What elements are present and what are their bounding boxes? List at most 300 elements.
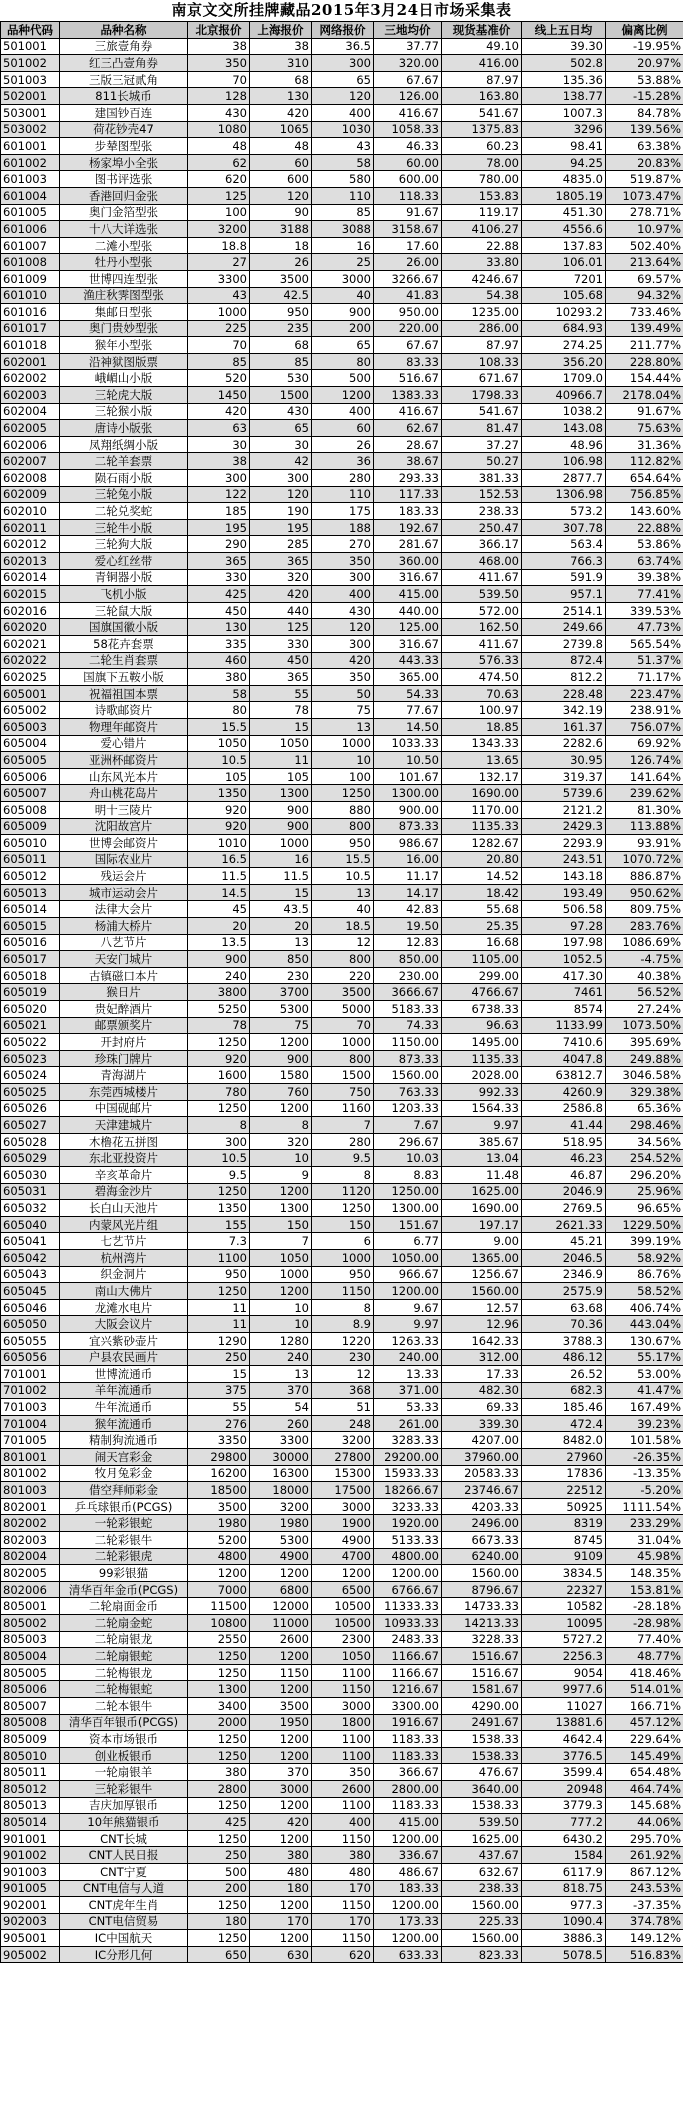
table-row <box>1 1017 683 1034</box>
table-row <box>1 55 683 72</box>
cell-avg: 53.33 <box>374 1399 442 1416</box>
cell-avg: 1300.00 <box>374 785 442 802</box>
cell-shanghai: 11000 <box>250 1615 312 1632</box>
cell-avg: 1200.00 <box>374 1897 442 1914</box>
cell-name: 杨家埠小全张 <box>60 154 188 171</box>
header-online: 网络报价 <box>312 22 374 39</box>
cell-online: 400 <box>312 403 374 420</box>
cell-shanghai: 1200 <box>250 1897 312 1914</box>
cell-code: 605031 <box>1 1183 60 1200</box>
cell-beijing: 1250 <box>188 1897 250 1914</box>
cell-online: 1100 <box>312 1797 374 1814</box>
cell-name: 借空拜师彩金 <box>60 1482 188 1499</box>
cell-shanghai: 105 <box>250 768 312 785</box>
cell-avg: 316.67 <box>374 635 442 652</box>
cell-avg: 41.83 <box>374 287 442 304</box>
cell-avg: 440.00 <box>374 602 442 619</box>
cell-name: 杨浦大桥片 <box>60 918 188 935</box>
cell-shanghai: 1200 <box>250 1681 312 1698</box>
cell-shanghai: 1280 <box>250 1332 312 1349</box>
cell-avg: 316.67 <box>374 569 442 586</box>
cell-five-day: 4642.4 <box>522 1731 606 1748</box>
cell-shanghai: 85 <box>250 353 312 370</box>
cell-avg: 74.33 <box>374 1017 442 1034</box>
cell-beijing: 250 <box>188 1847 250 1864</box>
cell-name: 二轮扇银龙 <box>60 1631 188 1648</box>
cell-five-day: 137.83 <box>522 237 606 254</box>
cell-name: 世博流通币 <box>60 1366 188 1383</box>
table-row <box>1 270 683 287</box>
cell-code: 602013 <box>1 553 60 570</box>
cell-base: 1170.00 <box>442 801 522 818</box>
cell-deviation: 516.83% <box>606 1946 683 1963</box>
table-row <box>1 387 683 404</box>
table-row <box>1 486 683 503</box>
cell-base: 153.83 <box>442 187 522 204</box>
cell-deviation: 84.78% <box>606 104 683 121</box>
cell-avg: 192.67 <box>374 519 442 536</box>
cell-online: 1160 <box>312 1100 374 1117</box>
cell-code: 805002 <box>1 1615 60 1632</box>
cell-five-day: 41.44 <box>522 1117 606 1134</box>
cell-name: 内蒙风光片组 <box>60 1216 188 1233</box>
cell-avg: 117.33 <box>374 486 442 503</box>
cell-online: 50 <box>312 685 374 702</box>
cell-online: 1100 <box>312 1747 374 1764</box>
cell-code: 605024 <box>1 1067 60 1084</box>
cell-shanghai: 1500 <box>250 387 312 404</box>
cell-shanghai: 950 <box>250 304 312 321</box>
cell-avg: 12.83 <box>374 934 442 951</box>
cell-beijing: 1250 <box>188 1930 250 1947</box>
cell-shanghai: 850 <box>250 951 312 968</box>
cell-name: 一轮彩银蛇 <box>60 1515 188 1532</box>
cell-avg: 1916.67 <box>374 1714 442 1731</box>
table-row <box>1 1216 683 1233</box>
cell-beijing: 45 <box>188 901 250 918</box>
cell-base: 416.00 <box>442 55 522 72</box>
cell-five-day: 1007.3 <box>522 104 606 121</box>
cell-code: 805005 <box>1 1664 60 1681</box>
cell-base: 1495.00 <box>442 1034 522 1051</box>
cell-deviation: 58.92% <box>606 1249 683 1266</box>
cell-beijing: 780 <box>188 1084 250 1101</box>
table-row <box>1 785 683 802</box>
cell-code: 605029 <box>1 1150 60 1167</box>
cell-online: 1150 <box>312 1283 374 1300</box>
cell-online: 12 <box>312 1366 374 1383</box>
cell-name: 二轮梅银龙 <box>60 1664 188 1681</box>
cell-five-day: 307.78 <box>522 519 606 536</box>
cell-deviation: 153.81% <box>606 1581 683 1598</box>
cell-name: 吉庆加厚银币 <box>60 1797 188 1814</box>
cell-name: 步辇图型张 <box>60 138 188 155</box>
cell-code: 602025 <box>1 669 60 686</box>
cell-shanghai: 130 <box>250 88 312 105</box>
cell-name: 清华百年银币(PCGS) <box>60 1714 188 1731</box>
cell-deviation: 148.35% <box>606 1565 683 1582</box>
cell-name: 渔庄秋霁图型张 <box>60 287 188 304</box>
cell-beijing: 365 <box>188 553 250 570</box>
cell-shanghai: 3188 <box>250 221 312 238</box>
cell-online: 10 <box>312 752 374 769</box>
cell-avg: 46.33 <box>374 138 442 155</box>
cell-name: 世博四连型张 <box>60 270 188 287</box>
cell-base: 2491.67 <box>442 1714 522 1731</box>
cell-code: 605003 <box>1 718 60 735</box>
cell-shanghai: 1200 <box>250 1283 312 1300</box>
cell-base: 541.67 <box>442 403 522 420</box>
cell-name: 峨嵋山小版 <box>60 370 188 387</box>
header-avg: 三地均价 <box>374 22 442 39</box>
cell-shanghai: 78 <box>250 702 312 719</box>
cell-beijing: 350 <box>188 55 250 72</box>
cell-shanghai: 760 <box>250 1084 312 1101</box>
cell-shanghai: 310 <box>250 55 312 72</box>
table-row <box>1 1465 683 1482</box>
cell-five-day: 94.25 <box>522 154 606 171</box>
cell-code: 605011 <box>1 851 60 868</box>
cell-online: 51 <box>312 1399 374 1416</box>
cell-shanghai: 180 <box>250 1880 312 1897</box>
cell-deviation: 71.17% <box>606 669 683 686</box>
cell-name: 天津建城片 <box>60 1117 188 1134</box>
cell-online: 1900 <box>312 1515 374 1532</box>
table-row <box>1 1631 683 1648</box>
table-header <box>1 22 683 39</box>
cell-online: 2600 <box>312 1780 374 1797</box>
cell-name: 木橹花五拼图 <box>60 1133 188 1150</box>
cell-deviation: 143.60% <box>606 503 683 520</box>
cell-beijing: 155 <box>188 1216 250 1233</box>
cell-code: 503001 <box>1 104 60 121</box>
cell-base: 1560.00 <box>442 1283 522 1300</box>
cell-deviation: 167.49% <box>606 1399 683 1416</box>
cell-five-day: 563.4 <box>522 536 606 553</box>
cell-base: 482.30 <box>442 1382 522 1399</box>
cell-online: 800 <box>312 951 374 968</box>
cell-name: 沿神狱图版票 <box>60 353 188 370</box>
cell-beijing: 920 <box>188 818 250 835</box>
table-row <box>1 1714 683 1731</box>
cell-beijing: 500 <box>188 1863 250 1880</box>
cell-avg: 443.33 <box>374 652 442 669</box>
cell-beijing: 1350 <box>188 1200 250 1217</box>
cell-avg: 281.67 <box>374 536 442 553</box>
cell-code: 601017 <box>1 320 60 337</box>
cell-five-day: 6117.9 <box>522 1863 606 1880</box>
cell-online: 7 <box>312 1117 374 1134</box>
cell-online: 230 <box>312 1349 374 1366</box>
cell-online: 1150 <box>312 1930 374 1947</box>
cell-five-day: 197.98 <box>522 934 606 951</box>
cell-avg: 1058.33 <box>374 121 442 138</box>
cell-online: 10500 <box>312 1598 374 1615</box>
cell-online: 9.5 <box>312 1150 374 1167</box>
cell-shanghai: 365 <box>250 553 312 570</box>
cell-beijing: 11.5 <box>188 868 250 885</box>
cell-name: 城市运动会片 <box>60 884 188 901</box>
cell-five-day: 3776.5 <box>522 1747 606 1764</box>
cell-base: 780.00 <box>442 171 522 188</box>
cell-code: 605021 <box>1 1017 60 1034</box>
cell-name: 二轮彩银牛 <box>60 1532 188 1549</box>
cell-avg: 19.50 <box>374 918 442 935</box>
cell-avg: 15933.33 <box>374 1465 442 1482</box>
cell-avg: 2483.33 <box>374 1631 442 1648</box>
cell-base: 23746.67 <box>442 1482 522 1499</box>
cell-beijing: 70 <box>188 337 250 354</box>
cell-base: 18.85 <box>442 718 522 735</box>
cell-base: 6738.33 <box>442 1001 522 1018</box>
cell-beijing: 1600 <box>188 1067 250 1084</box>
table-row <box>1 1681 683 1698</box>
cell-avg: 1250.00 <box>374 1183 442 1200</box>
cell-base: 1375.83 <box>442 121 522 138</box>
table-row <box>1 1133 683 1150</box>
cell-online: 120 <box>312 619 374 636</box>
cell-name: 三轮虎大版 <box>60 387 188 404</box>
cell-code: 602021 <box>1 635 60 652</box>
table-row <box>1 685 683 702</box>
cell-five-day: 7461 <box>522 984 606 1001</box>
cell-beijing: 430 <box>188 104 250 121</box>
table-row <box>1 88 683 105</box>
cell-code: 602012 <box>1 536 60 553</box>
cell-deviation: 94.32% <box>606 287 683 304</box>
cell-code: 602004 <box>1 403 60 420</box>
table-row <box>1 221 683 238</box>
cell-code: 901003 <box>1 1863 60 1880</box>
cell-deviation: 39.38% <box>606 569 683 586</box>
table-row <box>1 652 683 669</box>
cell-avg: 1183.33 <box>374 1747 442 1764</box>
cell-code: 602006 <box>1 436 60 453</box>
cell-avg: 1200.00 <box>374 1283 442 1300</box>
cell-deviation: 514.01% <box>606 1681 683 1698</box>
cell-avg: 3158.67 <box>374 221 442 238</box>
cell-base: 339.30 <box>442 1415 522 1432</box>
cell-shanghai: 42.5 <box>250 287 312 304</box>
cell-beijing: 2800 <box>188 1780 250 1797</box>
cell-deviation: 756.85% <box>606 486 683 503</box>
cell-code: 602016 <box>1 602 60 619</box>
cell-deviation: 86.76% <box>606 1266 683 1283</box>
cell-base: 286.00 <box>442 320 522 337</box>
table-row <box>1 254 683 271</box>
cell-shanghai: 26 <box>250 254 312 271</box>
cell-shanghai: 1200 <box>250 1747 312 1764</box>
cell-beijing: 195 <box>188 519 250 536</box>
cell-online: 580 <box>312 171 374 188</box>
table-row <box>1 868 683 885</box>
cell-beijing: 4800 <box>188 1548 250 1565</box>
cell-avg: 1263.33 <box>374 1332 442 1349</box>
cell-code: 601004 <box>1 187 60 204</box>
cell-name: 三轮兔小版 <box>60 486 188 503</box>
cell-five-day: 2046.5 <box>522 1249 606 1266</box>
cell-name: 二轮扇面金币 <box>60 1598 188 1615</box>
cell-base: 17.33 <box>442 1366 522 1383</box>
cell-base: 1625.00 <box>442 1830 522 1847</box>
cell-avg: 1200.00 <box>374 1565 442 1582</box>
cell-avg: 5183.33 <box>374 1001 442 1018</box>
cell-deviation: 69.57% <box>606 270 683 287</box>
cell-base: 576.33 <box>442 652 522 669</box>
cell-name: 贵妃醉酒片 <box>60 1001 188 1018</box>
cell-code: 602011 <box>1 519 60 536</box>
table-row <box>1 519 683 536</box>
cell-five-day: 2256.3 <box>522 1648 606 1665</box>
cell-five-day: 8745 <box>522 1532 606 1549</box>
cell-name: 祝福祖国本票 <box>60 685 188 702</box>
cell-name: 宜兴紫砂壶片 <box>60 1332 188 1349</box>
cell-code: 605018 <box>1 967 60 984</box>
cell-base: 1560.00 <box>442 1930 522 1947</box>
cell-shanghai: 900 <box>250 818 312 835</box>
cell-shanghai: 43.5 <box>250 901 312 918</box>
table-row <box>1 1946 683 1963</box>
table-row <box>1 752 683 769</box>
cell-shanghai: 1950 <box>250 1714 312 1731</box>
cell-beijing: 250 <box>188 1349 250 1366</box>
cell-beijing: 1010 <box>188 835 250 852</box>
cell-beijing: 1100 <box>188 1249 250 1266</box>
cell-base: 9.97 <box>442 1117 522 1134</box>
cell-avg: 26.00 <box>374 254 442 271</box>
table-row <box>1 1598 683 1615</box>
cell-five-day: 1805.19 <box>522 187 606 204</box>
cell-code: 701004 <box>1 1415 60 1432</box>
cell-base: 1538.33 <box>442 1797 522 1814</box>
cell-online: 1250 <box>312 785 374 802</box>
table-row <box>1 1233 683 1250</box>
cell-base: 20.80 <box>442 851 522 868</box>
cell-deviation: 75.63% <box>606 420 683 437</box>
cell-shanghai: 1200 <box>250 1100 312 1117</box>
cell-avg: 28.67 <box>374 436 442 453</box>
cell-shanghai: 1200 <box>250 1648 312 1665</box>
cell-deviation: 40.38% <box>606 967 683 984</box>
cell-five-day: 11027 <box>522 1697 606 1714</box>
cell-beijing: 1200 <box>188 1565 250 1582</box>
cell-online: 1030 <box>312 121 374 138</box>
cell-name: 猴年小型张 <box>60 337 188 354</box>
header-code: 品种代码 <box>1 22 60 39</box>
cell-deviation: 93.91% <box>606 835 683 852</box>
cell-beijing: 2000 <box>188 1714 250 1731</box>
cell-shanghai: 12000 <box>250 1598 312 1615</box>
cell-code: 605005 <box>1 752 60 769</box>
cell-shanghai: 630 <box>250 1946 312 1963</box>
cell-base: 12.96 <box>442 1316 522 1333</box>
cell-base: 70.63 <box>442 685 522 702</box>
table-row <box>1 901 683 918</box>
cell-code: 502001 <box>1 88 60 105</box>
cell-shanghai: 480 <box>250 1863 312 1880</box>
cell-beijing: 225 <box>188 320 250 337</box>
cell-avg: 118.33 <box>374 187 442 204</box>
cell-shanghai: 3700 <box>250 984 312 1001</box>
cell-avg: 371.00 <box>374 1382 442 1399</box>
cell-avg: 1183.33 <box>374 1797 442 1814</box>
cell-name: 闹天宫彩金 <box>60 1449 188 1466</box>
cell-code: 601007 <box>1 237 60 254</box>
cell-code: 602015 <box>1 586 60 603</box>
cell-deviation: 41.47% <box>606 1382 683 1399</box>
cell-deviation: 298.46% <box>606 1117 683 1134</box>
cell-deviation: 145.49% <box>606 1747 683 1764</box>
table-row <box>1 1349 683 1366</box>
cell-deviation: 101.58% <box>606 1432 683 1449</box>
cell-avg: 14.50 <box>374 718 442 735</box>
table-row <box>1 304 683 321</box>
cell-deviation: 211.77% <box>606 337 683 354</box>
cell-name: 奥门金箔型张 <box>60 204 188 221</box>
cell-five-day: 143.08 <box>522 420 606 437</box>
cell-deviation: 329.38% <box>606 1084 683 1101</box>
table-row <box>1 1482 683 1499</box>
cell-online: 8 <box>312 1166 374 1183</box>
cell-base: 78.00 <box>442 154 522 171</box>
cell-base: 238.33 <box>442 503 522 520</box>
cell-beijing: 330 <box>188 569 250 586</box>
table-row <box>1 1780 683 1797</box>
cell-beijing: 375 <box>188 1382 250 1399</box>
cell-beijing: 950 <box>188 1266 250 1283</box>
cell-shanghai: 1000 <box>250 1266 312 1283</box>
cell-online: 280 <box>312 1133 374 1150</box>
cell-beijing: 18500 <box>188 1482 250 1499</box>
cell-base: 4207.00 <box>442 1432 522 1449</box>
cell-five-day: 6430.2 <box>522 1830 606 1847</box>
cell-base: 1282.67 <box>442 835 522 852</box>
cell-online: 110 <box>312 486 374 503</box>
cell-base: 1798.33 <box>442 387 522 404</box>
cell-beijing: 105 <box>188 768 250 785</box>
table-row <box>1 1100 683 1117</box>
cell-deviation: 239.62% <box>606 785 683 802</box>
cell-online: 1800 <box>312 1714 374 1731</box>
cell-online: 880 <box>312 801 374 818</box>
cell-deviation: 1073.50% <box>606 1017 683 1034</box>
table-row <box>1 1664 683 1681</box>
cell-shanghai: 60 <box>250 154 312 171</box>
cell-name: 二轮彩银虎 <box>60 1548 188 1565</box>
cell-code: 605023 <box>1 1050 60 1067</box>
cell-avg: 60.00 <box>374 154 442 171</box>
cell-five-day: 4260.9 <box>522 1084 606 1101</box>
cell-shanghai: 1980 <box>250 1515 312 1532</box>
cell-name: 红三凸壹角券 <box>60 55 188 72</box>
cell-beijing: 16.5 <box>188 851 250 868</box>
cell-code: 905002 <box>1 1946 60 1963</box>
cell-online: 750 <box>312 1084 374 1101</box>
cell-base: 197.17 <box>442 1216 522 1233</box>
cell-beijing: 1300 <box>188 1681 250 1698</box>
cell-code: 802003 <box>1 1532 60 1549</box>
cell-shanghai: 1200 <box>250 1797 312 1814</box>
cell-avg: 2800.00 <box>374 1780 442 1797</box>
cell-five-day: 5727.2 <box>522 1631 606 1648</box>
cell-beijing: 180 <box>188 1913 250 1930</box>
cell-avg: 183.33 <box>374 1880 442 1897</box>
cell-name: CNT人民日报 <box>60 1847 188 1864</box>
cell-beijing: 1250 <box>188 1034 250 1051</box>
cell-avg: 29200.00 <box>374 1449 442 1466</box>
cell-code: 602002 <box>1 370 60 387</box>
cell-beijing: 520 <box>188 370 250 387</box>
